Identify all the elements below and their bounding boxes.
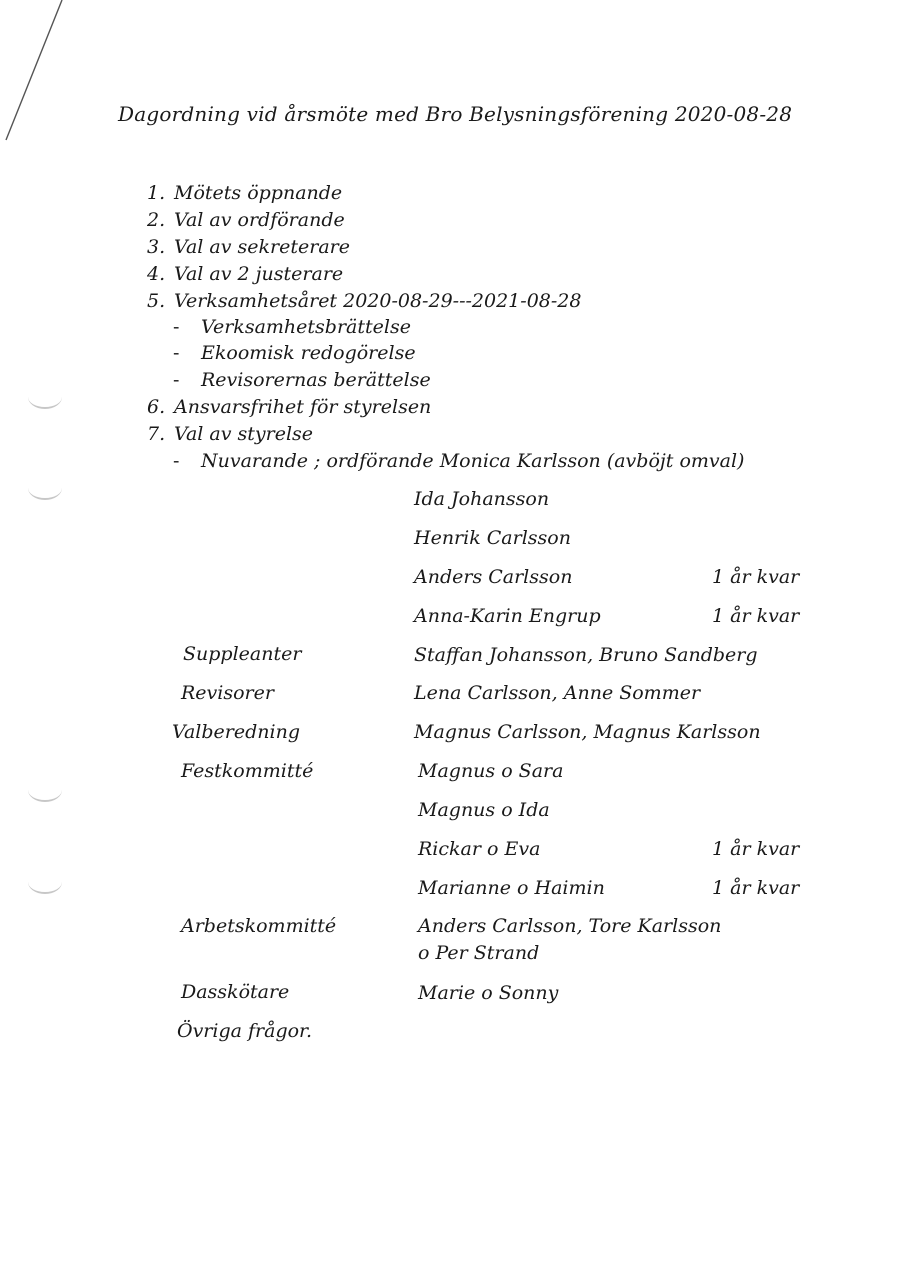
agenda-number: 3. <box>147 236 166 258</box>
role-value: Anders Carlsson, Tore Karlsson <box>418 915 722 937</box>
bullet-dash: - <box>173 450 180 472</box>
bullet-dash: - <box>173 369 180 391</box>
role-value: Marie o Sonny <box>418 982 559 1004</box>
board-member: Henrik Carlsson <box>414 527 571 549</box>
term-note: 1 år kvar <box>712 566 800 588</box>
role-label: Arbetskommitté <box>181 915 337 937</box>
role-label: Dasskötare <box>181 981 290 1003</box>
role-value: Staffan Johansson, Bruno Sandberg <box>414 644 758 666</box>
agenda-number: 7. <box>147 423 166 445</box>
binder-hole <box>28 385 62 409</box>
agenda-item: Val av ordförande <box>174 209 345 231</box>
binder-holes <box>0 0 80 1280</box>
agenda-item: Val av 2 justerare <box>174 263 344 285</box>
committee-member: Rickar o Eva <box>418 838 541 860</box>
term-note: 1 år kvar <box>712 605 800 627</box>
board-member: Anna-Karin Engrup <box>414 605 601 627</box>
binder-hole <box>28 476 62 500</box>
agenda-item: Val av styrelse <box>174 423 314 445</box>
agenda-subitem: Ekoomisk redogörelse <box>201 342 416 364</box>
role-label: Suppleanter <box>183 643 302 665</box>
role-value: Lena Carlsson, Anne Sommer <box>414 682 701 704</box>
committee-member: Marianne o Haimin <box>418 877 605 899</box>
agenda-number: 1. <box>147 182 166 204</box>
agenda-item: Verksamhetsåret 2020-08-29---2021-08-28 <box>174 290 582 312</box>
agenda-number: 5. <box>147 290 166 312</box>
agenda-subitem: Revisorernas berättelse <box>201 369 431 391</box>
other-questions: Övriga frågor. <box>177 1020 313 1042</box>
bullet-dash: - <box>173 316 180 338</box>
role-label: Valberedning <box>172 721 300 743</box>
board-member: Ida Johansson <box>414 488 550 510</box>
agenda-number: 4. <box>147 263 166 285</box>
agenda-item: Val av sekreterare <box>174 236 350 258</box>
agenda-subitem: Verksamhetsbrättelse <box>201 316 411 338</box>
role-value: o Per Strand <box>418 942 540 964</box>
committee-member: Magnus o Sara <box>418 760 564 782</box>
term-note: 1 år kvar <box>712 877 800 899</box>
board-member: Anders Carlsson <box>414 566 573 588</box>
agenda-subitem: Nuvarande ; ordförande Monica Karlsson (avböjt omval) <box>201 450 745 472</box>
role-value: Magnus Carlsson, Magnus Karlsson <box>414 721 761 743</box>
role-label: Festkommitté <box>181 760 314 782</box>
agenda-item: Mötets öppnande <box>174 182 343 204</box>
committee-member: Magnus o Ida <box>418 799 550 821</box>
bullet-dash: - <box>173 342 180 364</box>
term-note: 1 år kvar <box>712 838 800 860</box>
document-title: Dagordning vid årsmöte med Bro Belysningsförening 2020-08-28 <box>118 102 793 126</box>
agenda-item: Ansvarsfrihet för styrelsen <box>174 396 432 418</box>
binder-hole <box>28 778 62 802</box>
agenda-number: 6. <box>147 396 166 418</box>
binder-hole <box>28 870 62 894</box>
role-label: Revisorer <box>181 682 274 704</box>
agenda-number: 2. <box>147 209 166 231</box>
